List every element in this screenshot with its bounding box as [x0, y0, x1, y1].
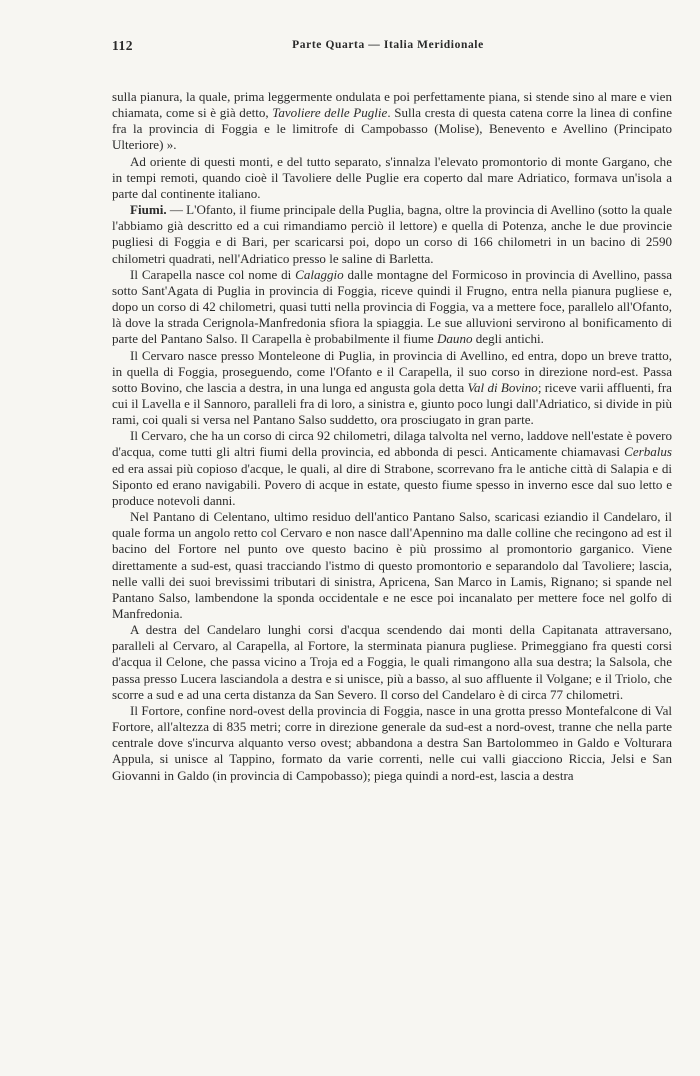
text-run: ed era assai più copioso d'acque, le quali, al dire di Strabone, scorrevano fra le antiche città di Salapia e di Siponto ed erano navigabili. Povero di acque in estate, questo fiume spesso in inverno esce dal suo letto e produce notevoli danni. — [112, 460, 672, 508]
text-run: . Sulla cresta di questa catena corre la linea di confine fra la provincia di Foggia e le limitrofe di Campobasso (Molise), Benevento e Avellino (Principato Ulteriore) ». — [112, 105, 672, 153]
italic-term: Val di Bovino — [467, 379, 538, 395]
text-run: Il Cervaro nasce presso Monteleone di Puglia, in provincia di Avellino, ed entra, dopo un breve tratto, in quella di Foggia, proseguendo, come l'Ofanto e il Carapella, il suo corso in direzione nord-est. Passa sotto Bovino, che lascia a destra, in una lunga ed angusta gola detta — [112, 347, 672, 395]
text-run: Il Carapella nasce col nome di — [130, 266, 296, 282]
italic-term: Tavoliere delle Puglie — [272, 105, 388, 121]
paragraph — [112, 428, 672, 509]
body-text — [112, 89, 672, 784]
text-run: A destra del Candelaro lunghi corsi d'acqua scendendo dai monti della Capitanata attraversano, paralleli al Cervaro, al Carapella, al Fortore, la sterminata pianura pugliese. Primeggiano fra questi corsi d'acqua il Celone, che passa vicino a Troja ed a Foggia, le quali rimangono alla sua destra; la Salsola, che passa presso Lucera lasciandola a destra e si unisce, più a basso, al suo affluente il Volgane; e il Triolo, che scorre a sud e ad una certa distanza da San Severo. Il corso del Candelaro è di circa 77 chilometri. — [112, 622, 672, 702]
section-heading: Fiumi. — [130, 202, 167, 218]
italic-term: Calaggio — [295, 266, 344, 282]
text-run: ; riceve varii affluenti, fra cui il Lavella e il Sannoro, paralleli fra di loro, a sinistra e, giunto poco lungi dall'Adriatico, si divide in più rami, coi quali si versa nel Pantano Salso suddetto, ora prosciugato in gran parte. — [112, 379, 672, 428]
text-run: Nel Pantano di Celentano, ultimo residuo dell'antico Pantano Salso, scaricasi eziandio il Candelaro, il quale forma un angolo retto col Cervaro e non nasce dall'Apennino ma dalle colline che recingono ad est il bacino del Fortore nel punto ove questo bacino è più prossimo al promontorio garganico. Viene direttamente a sud-est, quasi tracciando l'istmo di questo promontorio e separandolo dal Tavoliere; lascia, nelle valli dei suoi brevissimi tributari di sinistra, Apricena, San Marco in Lamis, Rignano; si spande nel Pantano Salso, lambendone la sponda occidentale e ne esce poi incanalato per mettere foce nel golfo di Manfredonia. — [112, 509, 672, 621]
text-run: Il Fortore, confine nord-ovest della provincia di Foggia, nasce in una grotta presso Montefalcone di Val Fortore, all'altezza di 835 metri; corre in direzione generale da sud-est a nord-ovest, tranne che nella parte centrale dove s'incurva alquanto verso ovest; abbandona a destra San Bartolommeo in Galdo e Volturara Appula, si unisce al Tappino, formato da varie correnti, nelle cui valli giacciono Riccia, Jelsi e San Giovanni in Galdo (in provincia di Campobasso); piega quindi a nord-est, lascia a destra — [112, 702, 672, 783]
paragraph — [112, 154, 672, 202]
italic-term: Dauno — [436, 331, 473, 347]
text-run: dalle montagne del Formicoso in provincia di Avellino, passa sotto Sant'Agata di Puglia in provincia di Foggia, riceve quindi il Frugno, entra nella pianura pugliese e, dopo un corso di 42 chilometri, quasi tutti nella provincia di Foggia, va a mettere foce, parallelo all'Ofanto, là dove la strada Cerignola-Manfredonia sfiora la spiaggia. Le sue alluvioni servirono al bonificamento di parte del Pantano Salso. Il Carapella è probabilmente il fiume — [112, 266, 672, 347]
paragraph — [112, 89, 672, 154]
text-run: Ad oriente di questi monti, e del tutto separato, s'innalza l'elevato promontorio di monte Gargano, che in tempi remoti, quando cioè il Tavoliere delle Puglie era coperto dal mare Adriatico, formava un'isola a parte dal continente italiano. — [112, 153, 672, 201]
text-run: Il Cervaro, che ha un corso di circa 92 chilometri, dilaga talvolta nel verno, laddove nell'estate è povero d'acqua, come tutti gli altri fiumi della provincia, ed abbonda di pesci. Anticamente chiamavasi — [112, 428, 672, 460]
paragraph — [112, 267, 672, 348]
running-title: Parte Quarta — Italia Meridionale — [292, 39, 484, 51]
paragraph-fiumi — [112, 202, 672, 267]
text-run: — L'Ofanto, il fiume principale della Puglia, bagna, oltre la provincia di Avellino (sotto la quale l'abbiamo già descritto ed a cui rimandiamo perciò il lettore) e quella di Potenza, anche le due provincie pugliesi di Foggia e di Bari, per scaricarsi poi, dopo un corso di 166 chilometri in un bacino di 2590 chilometri quadrati, nell'Adriatico presso le saline di Barletta. — [112, 202, 672, 266]
text-run: sulla pianura, la quale, prima leggermente ondulata e poi perfettamente piana, si stende sino al mare e vien chiamata, come si è già detto, — [112, 89, 672, 121]
text-run: degli antichi. — [472, 331, 544, 347]
paragraph — [112, 348, 672, 429]
page-number: 112 — [112, 38, 134, 53]
paragraph — [112, 703, 672, 784]
page-header — [112, 38, 664, 56]
paragraph — [112, 622, 672, 703]
italic-term: Cerbalus — [624, 444, 672, 460]
paragraph — [112, 509, 672, 622]
